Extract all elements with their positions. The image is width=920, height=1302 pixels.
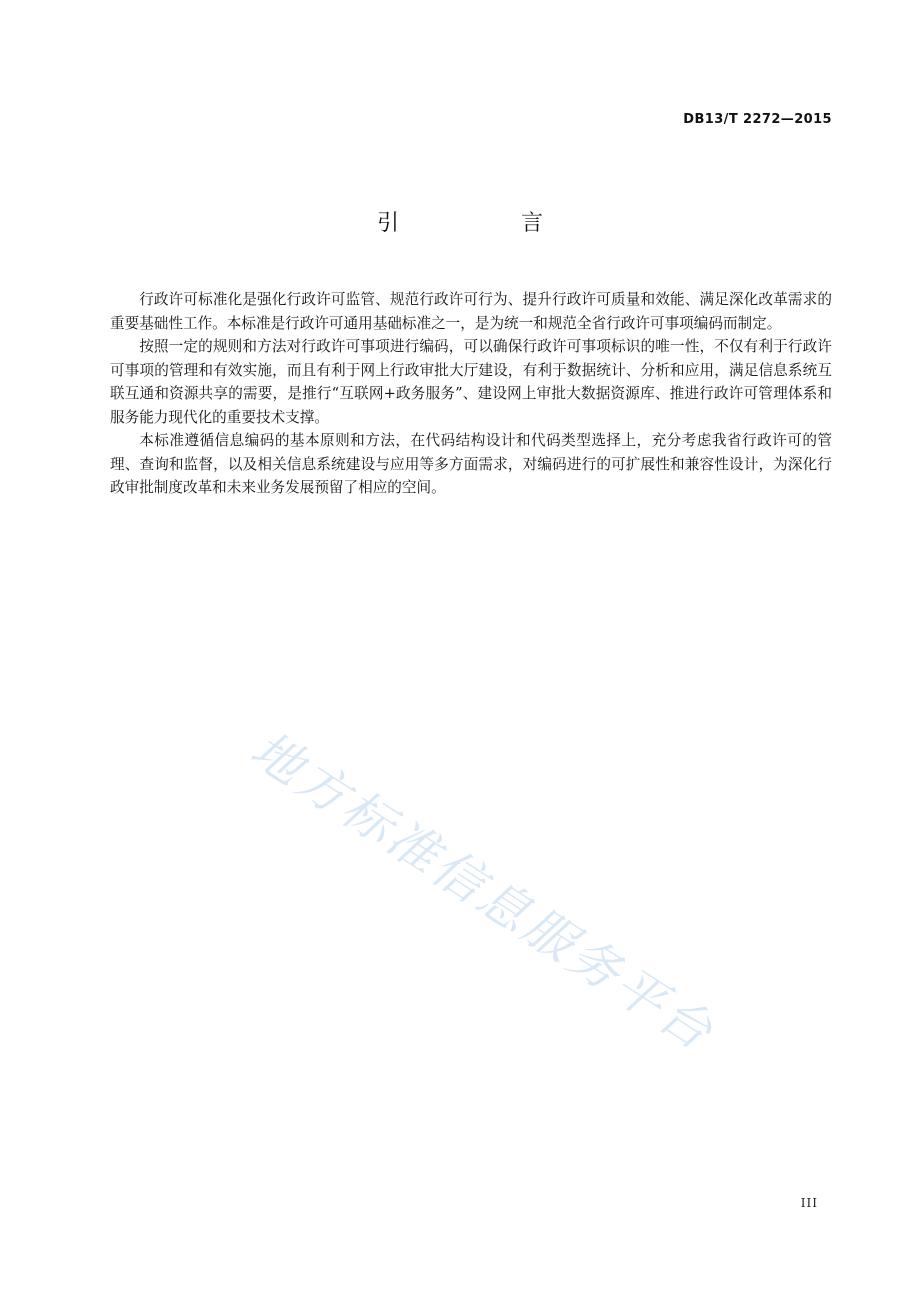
body-text: [110, 288, 832, 500]
watermark: 地方标准信息服务平台: [240, 719, 726, 1063]
paragraph-3: 本标准遵循信息编码的基本原则和方法，在代码结构设计和代码类型选择上，充分考虑我省行政许可的管理、查询和监督，以及相关信息系统建设与应用等多方面需求，对编码进行的可扩展性和兼容性设计，为深化行政审批制度改革和未来业务发展预留了相应的空间。: [110, 432, 832, 496]
paragraph-1: 行政许可标准化是强化行政许可监管、规范行政许可行为、提升行政许可质量和效能、满足深化改革需求的重要基础性工作。本标准是行政许可通用基础标准之一，是为统一和规范全省行政许可事项编码而制定。: [110, 291, 832, 332]
paragraph-2: 按照一定的规则和方法对行政许可事项进行编码，可以确保行政许可事项标识的唯一性，不仅有利于行政许可事项的管理和有效实施，而且有利于网上行政审批大厅建设，有利于数据统计、分析和应用，满足信息系统互联互通和资源共享的需要，是推行“互联网+政务服务”、建设网上审批大数据资源库、推进行政许可管理体系和服务能力现代化的重要技术支撑。: [110, 338, 832, 426]
section-title: 引 言: [376, 211, 593, 236]
page-number: III: [800, 1196, 818, 1210]
document-code: DB13/T 2272—2015: [683, 112, 832, 127]
